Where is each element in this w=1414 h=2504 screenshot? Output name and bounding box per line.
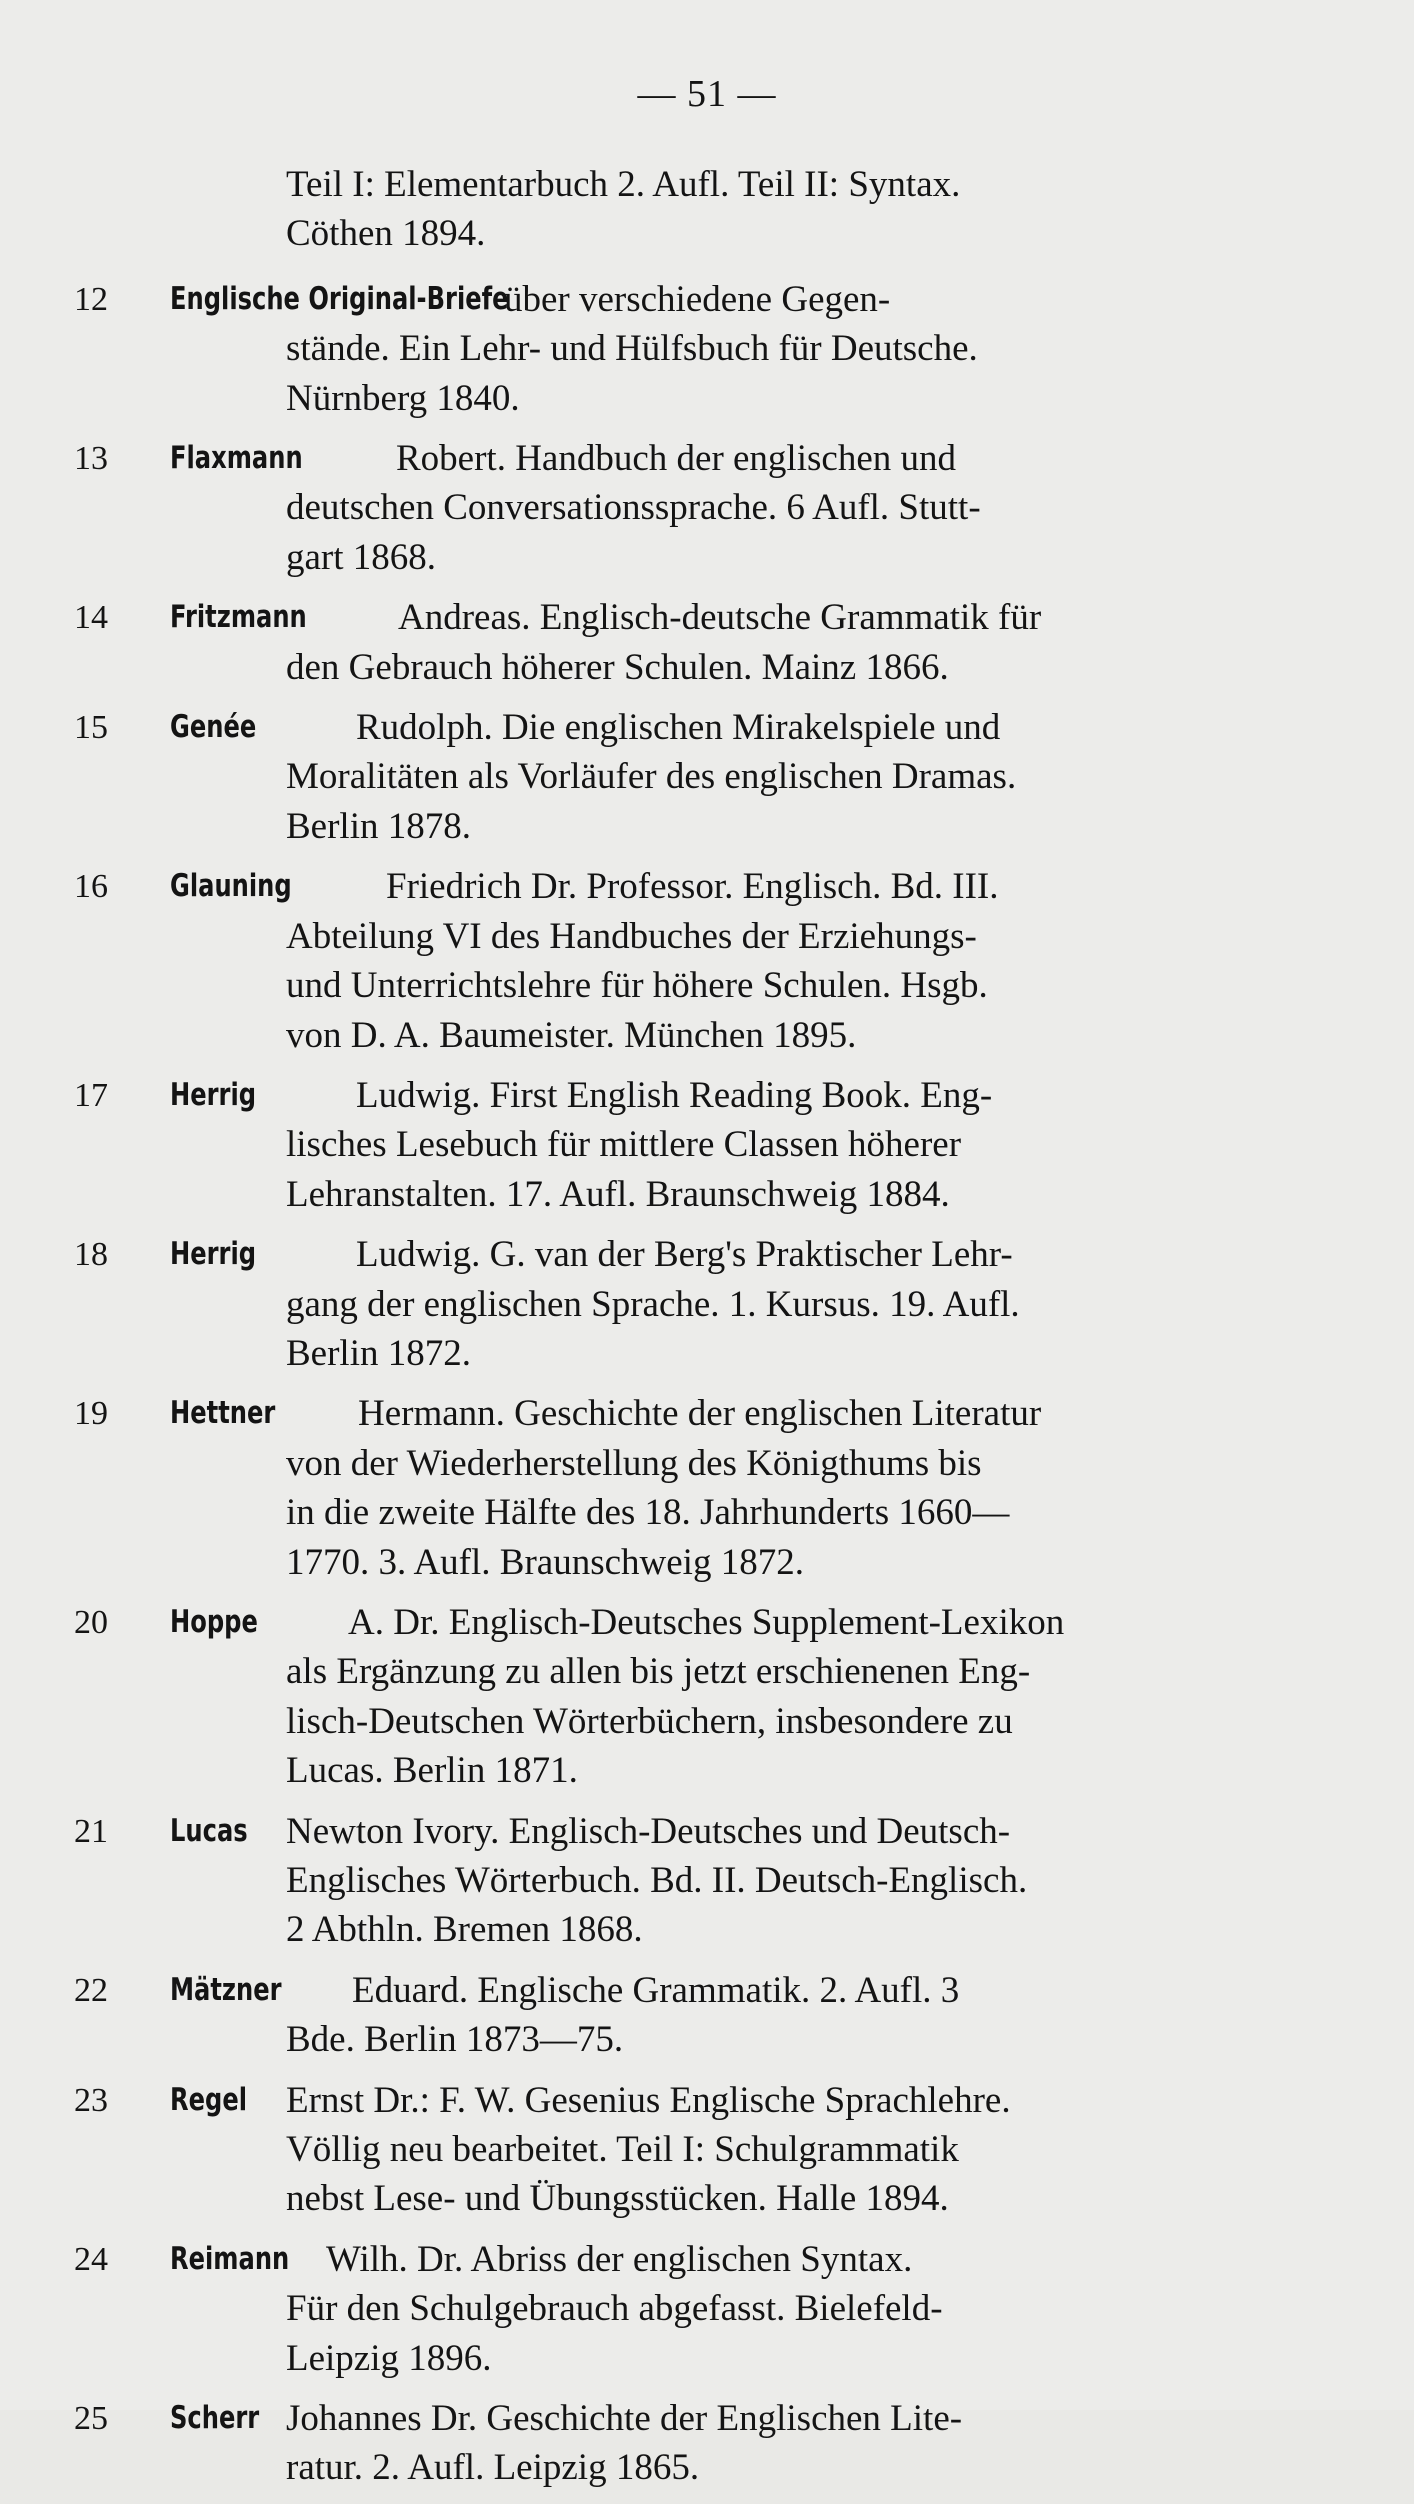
entry-number: 13 [74, 440, 108, 478]
entry-line: und Unterrichtslehre für höhere Schulen. Hsgb. [286, 965, 988, 1007]
entry-number: 18 [74, 1236, 108, 1274]
entry-line: Ludwig. G. van der Berg's Praktischer Lehr- [356, 1234, 1013, 1276]
entry-author: Hoppe [170, 1603, 258, 1640]
entry-line: über verschiedene Gegen- [504, 278, 891, 320]
entry-author: Lucas [170, 1812, 248, 1849]
entry-line: 1770. 3. Aufl. Braunschweig 1872. [286, 1541, 804, 1583]
entry-line: Nürnberg 1840. [286, 377, 520, 419]
entry-author: Reimann [170, 2240, 290, 2277]
entry-line: lisches Lesebuch für mittlere Classen höherer [286, 1124, 962, 1166]
entry-number: 22 [74, 1971, 108, 2009]
entry-author: Glauning [170, 868, 292, 905]
entry-line: Bde. Berlin 1873—75. [286, 2019, 624, 2061]
entry-number: 14 [74, 599, 108, 637]
entry-line: Wilh. Dr. Abriss der englischen Syntax. [326, 2238, 913, 2280]
entry-line: ratur. 2. Aufl. Leipzig 1865. [286, 2447, 700, 2489]
entry-line: Lucas. Berlin 1871. [286, 1750, 578, 1792]
entry-line: gang der englischen Sprache. 1. Kursus. 19. Aufl. [286, 1283, 1020, 1325]
entry-number: 16 [74, 868, 108, 906]
entry-author: Fritzmann [170, 599, 307, 636]
entry-author: Regel [170, 2081, 248, 2118]
entry-line: Robert. Handbuch der englischen und [396, 438, 956, 480]
entry-author: Herrig [170, 1236, 257, 1273]
page-number: — 51 — [637, 73, 777, 115]
entry-author: Herrig [170, 1076, 257, 1113]
bibliography-entry [60, 2235, 1272, 2383]
bibliography-entry [60, 1071, 1272, 1219]
entry-line: Völlig neu bearbeitet. Teil I: Schulgrammatik [286, 2129, 959, 2171]
bibliography-entry [60, 1598, 1272, 1796]
entry-line: Für den Schulgebrauch abgefasst. Bielefeld- [286, 2288, 943, 2330]
bibliography-entry [60, 593, 1272, 692]
entry-line: Rudolph. Die englischen Mirakelspiele und [356, 707, 1001, 749]
bibliography-entry [60, 2394, 1272, 2493]
entry-number: 17 [74, 1076, 108, 1114]
entry-number: 12 [74, 280, 108, 318]
entry-number: 24 [74, 2240, 108, 2278]
entry-line: deutschen Conversationssprache. 6 Aufl. Stutt- [286, 487, 981, 529]
entry-line: gart 1868. [286, 536, 437, 578]
entry-line: von D. A. Baumeister. München 1895. [286, 1014, 857, 1056]
entry-line: 2 Abthln. Bremen 1868. [286, 1909, 643, 1951]
entry-line: von der Wiederherstellung des Königthums bis [286, 1442, 982, 1484]
entry-line: nebst Lese- und Übungsstücken. Halle 1894. [286, 2178, 949, 2220]
entry-line: Newton Ivory. Englisch-Deutsches und Deutsch- [286, 1810, 1011, 1852]
bibliography-entry [60, 2076, 1272, 2224]
entry-line: Eduard. Englische Grammatik. 2. Aufl. 3 [352, 1969, 960, 2011]
entry-line: Lehranstalten. 17. Aufl. Braunschweig 1884. [286, 1173, 950, 1215]
entry-line: Cöthen 1894. [286, 213, 486, 255]
entry-line: Andreas. Englisch-deutsche Grammatik für [398, 597, 1042, 639]
entry-line: Hermann. Geschichte der englischen Literatur [358, 1393, 1042, 1435]
entry-line: lisch-Deutschen Wörterbüchern, insbesondere zu [286, 1700, 1013, 1742]
entry-author: Englische Original-Briefe [170, 280, 509, 317]
entry-line: Johannes Dr. Geschichte der Englischen Lite- [286, 2398, 963, 2440]
bibliography-entry [60, 1230, 1272, 1378]
entry-author: Flaxmann [170, 440, 303, 477]
entry-line: Berlin 1872. [286, 1332, 471, 1374]
entry-line: Englisches Wörterbuch. Bd. II. Deutsch-Englisch. [286, 1860, 1028, 1901]
entry-line: Ernst Dr.: F. W. Gesenius Englische Sprachlehre. [286, 2079, 1011, 2121]
entry-line: Moralitäten als Vorläufer des englischen Dramas. [286, 756, 1017, 798]
entry-line: A. Dr. Englisch-Deutsches Supplement-Lexikon [348, 1601, 1065, 1643]
entry-line: in die zweite Hälfte des 18. Jahrhunderts 1660— [286, 1492, 1010, 1534]
entry-author: Hettner [170, 1395, 276, 1432]
entry-number: 25 [74, 2400, 108, 2438]
bibliography-entry [60, 1389, 1272, 1587]
entry-author: Scherr [170, 2400, 260, 2437]
bibliography-entry [60, 275, 1272, 423]
entry-line: Friedrich Dr. Professor. Englisch. Bd. III. [386, 866, 999, 908]
entry-author: Genée [170, 709, 257, 746]
intro-continuation [60, 160, 1272, 259]
entry-number: 19 [74, 1395, 108, 1433]
bibliography-entry [60, 862, 1272, 1060]
entry-line: den Gebrauch höherer Schulen. Mainz 1866. [286, 646, 949, 688]
entry-line: Teil I: Elementarbuch 2. Aufl. Teil II: Syntax. [286, 164, 961, 205]
entry-line: Leipzig 1896. [286, 2337, 492, 2379]
entry-number: 21 [74, 1812, 108, 1850]
entry-line: Berlin 1878. [286, 805, 471, 847]
entry-author: Mätzner [170, 1971, 282, 2008]
entry-line: stände. Ein Lehr- und Hülfsbuch für Deutsche. [286, 328, 978, 370]
entry-number: 15 [74, 709, 108, 747]
bibliography-entry [60, 1966, 1272, 2065]
bibliography-list [60, 160, 1272, 2504]
entry-line: als Ergänzung zu allen bis jetzt erschienenen Eng- [286, 1651, 1031, 1693]
bibliography-entry [60, 1807, 1272, 1955]
entry-line: Ludwig. First English Reading Book. Eng- [356, 1074, 993, 1116]
bibliography-entry [60, 703, 1272, 851]
entry-number: 23 [74, 2081, 108, 2119]
entry-line: Abteilung VI des Handbuches der Erziehungs- [286, 915, 977, 957]
entry-number: 20 [74, 1603, 108, 1641]
bibliography-entry [60, 434, 1272, 582]
